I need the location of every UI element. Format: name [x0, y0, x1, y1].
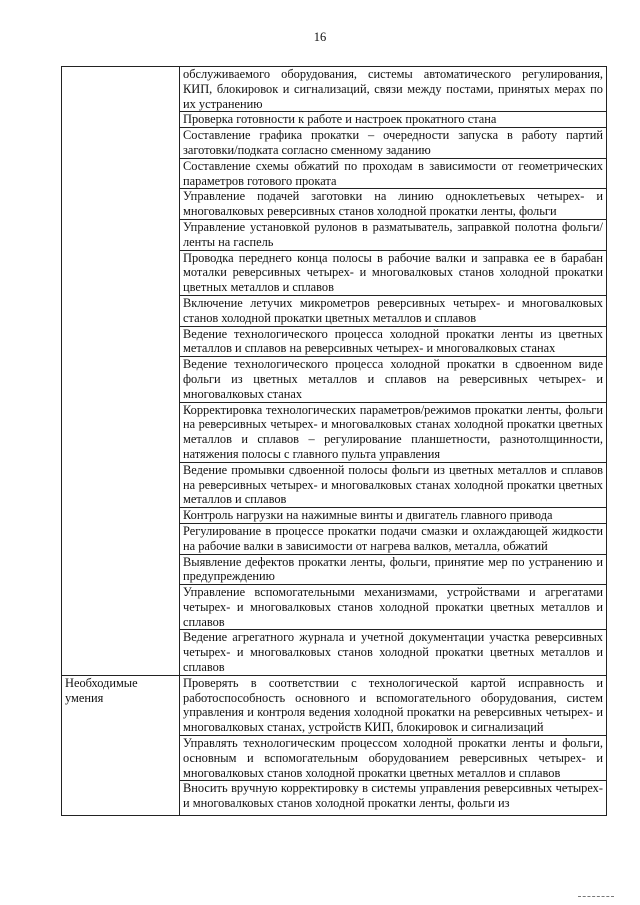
task-item: Составление графика прокатки – очередности запуска в работу партий заготовки/подката согласно сменному заданию	[180, 128, 607, 159]
task-item: Проверка готовности к работе и настроек прокатного стана	[180, 112, 607, 128]
requirements-table	[61, 66, 607, 816]
scan-mark	[578, 896, 614, 899]
task-item: Ведение технологического процесса холодной прокатки ленты из цветных металлов и сплавов на реверсивных четырех- и многовалковых станах	[180, 326, 607, 357]
skill-item-text: Вносить вручную корректировку в системы управления реверсивных четырех- и многовалковых станов холодной прокатки ленты, фольги из	[183, 781, 603, 811]
task-item: Управление установкой рулонов в разматыватель, заправкой полотна фольги/ленты на гаспель	[180, 219, 607, 250]
task-item: Управление подачей заготовки на линию однoклетьевых четырех- и многовалковых реверсивных станов холодной прокатки ленты, фольги	[180, 189, 607, 220]
task-item: Проводка переднего конца полосы в рабочие валки и заправка ее в барабан моталки реверсивных четырех- и многовалковых станов холодной прокатки цветных металлов и сплавов	[180, 250, 607, 295]
page-number: 16	[313, 30, 327, 44]
task-item: Управление вспомогательными механизмами, устройствами и агрегатами четырех- и многовалковых станов холодной прокатки цветных металлов и сплавов	[180, 585, 607, 630]
task-item: Выявление дефектов прокатки ленты, фольги, принятие мер по устранению и предупреждению	[180, 554, 607, 585]
skill-item: Управлять технологическим процессом холодной прокатки ленты и фольги, основным и вспомогательным оборудованием реверсивных четырех- и многовалковых станов холодной прокатки цветных металлов и сплавов	[180, 736, 607, 781]
task-item: обслуживаемого оборудования, системы автоматического регулирования, КИП, блокировок и сигнализаций, связи между постами, принятых мерах по их устранению	[180, 67, 607, 112]
task-item: Регулирование в процессе прокатки подачи смазки и охлаждающей жидкости на рабочие валки в зависимости от нагрева валков, металла, обжатий	[180, 523, 607, 554]
task-item: Ведение технологического процесса холодной прокатки в сдвоенном виде фольги из цветных металлов и сплавов на реверсивных четырех- и многовалковых станах	[180, 357, 607, 402]
label-cell-empty	[62, 67, 180, 676]
task-item: Ведение промывки сдвоенной полосы фольги из цветных металлов и сплавов на реверсивных четырех- и многовалковых станах холодной прокатки цветных металлов и сплавов	[180, 462, 607, 507]
task-item: Корректировка технологических параметров/режимов прокатки ленты, фольги на реверсивных четырех- и многовалковых станах холодной прокатки цветных металлов и сплавов – регулирование планшетности, разнотолщинности, натяжения полосы с главного пульта управления	[180, 402, 607, 462]
task-item: Составление схемы обжатий по проходам в зависимости от геометрических параметров готового проката	[180, 158, 607, 189]
skill-item-continued	[180, 781, 607, 816]
table-row	[62, 675, 607, 735]
task-item: Включение летучих микрометров реверсивных четырех- и многовалковых станов холодной прокатки цветных металлов и сплавов	[180, 295, 607, 326]
table-row	[62, 67, 607, 112]
skill-item: Проверять в соответствии с технологической картой исправность и работоспособность основного и вспомогательного оборудования, систем управления и контроля ведения холодной прокатки на реверсивных четырех- и многовалковых станах, устройств КИП, блокировок и сигнализаций	[180, 675, 607, 735]
task-item: Контроль нагрузки на нажимные винты и двигатель главного привода	[180, 508, 607, 524]
skills-label: Необходимые умения	[62, 675, 180, 816]
task-item: Ведение агрегатного журнала и учетной документации участка реверсивных четырех- и многовалковых станов холодной прокатки цветных металлов и сплавов	[180, 630, 607, 675]
